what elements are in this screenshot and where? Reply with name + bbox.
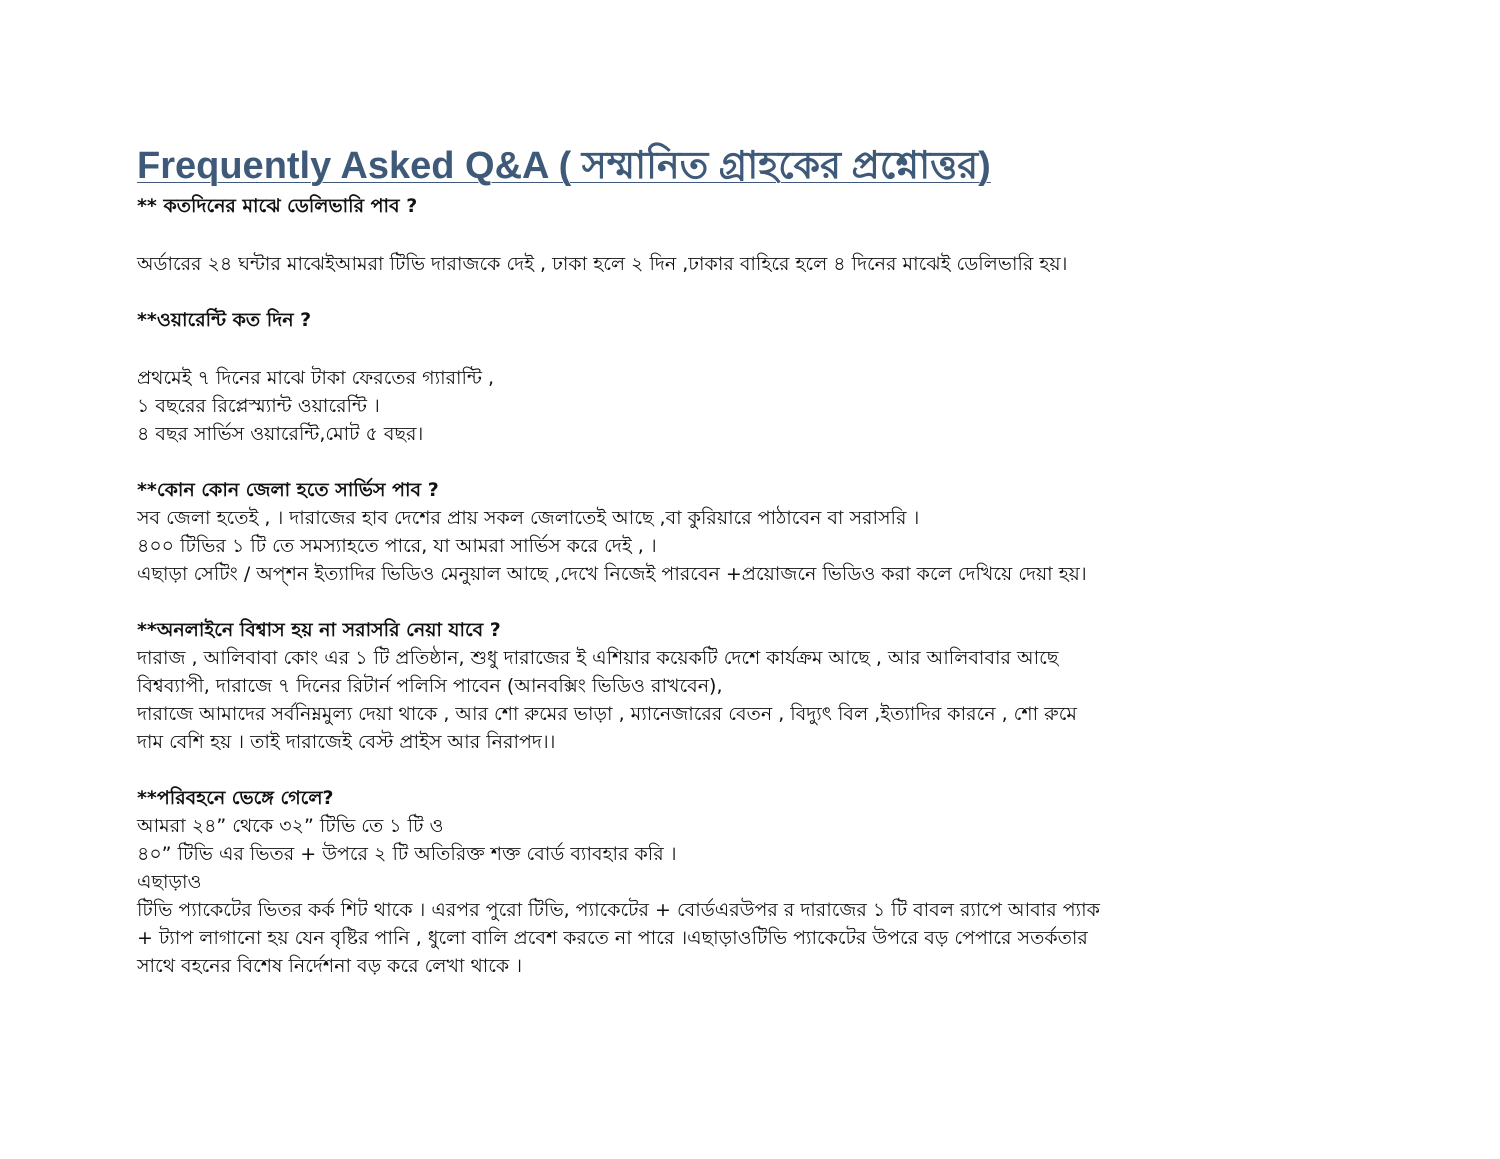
faq-answer-line: সাথে বহনের বিশেষ নির্দেশনা বড় করে লেখা থাকে । [137, 955, 523, 977]
faq-online-trust [137, 616, 1377, 756]
faq-answer-line: দারাজ , আলিবাবা কোং এর ১ টি প্রতিষ্ঠান, শুধু দারাজের ই এশিয়ার কয়েকটি দেশে কার্যক্রম আছে , আর আলিবাবার আছে [137, 647, 1059, 669]
faq-question: **কোন কোন জেলা হতে সার্ভিস পাব ? [137, 479, 439, 501]
faq-question: ** কতদিনের মাঝে ডেলিভারি পাব ? [137, 195, 418, 217]
faq-answer-line: ৪০” টিভি এর ভিতর + উপরে ২ টি অতিরিক্ত শক্ত বোর্ড ব্যাবহার করি । [137, 843, 677, 865]
faq-question: **পরিবহনে ভেঙ্গে গেলে? [137, 787, 334, 809]
faq-answer-line: আমরা ২৪” থেকে ৩২” টিভি তে ১ টি ও [137, 815, 444, 837]
document-page [137, 140, 1377, 980]
faq-answer-line: টিভি প্যাকেটের ভিতর কর্ক শিট থাকে । এরপর পুরো টিভি, প্যাকেটের + বোর্ডএরউপর র দারাজের ১ টি বাবল র‍্যাপে আবার প্যাক [137, 899, 1100, 921]
faq-answer-line: এছাড়াও [137, 871, 202, 893]
page-title: Frequently Asked Q&A ( সম্মানিত গ্রাহকের প্রশ্নোত্তর) [137, 145, 991, 187]
faq-delivery-time [137, 192, 1377, 278]
faq-answer-line: দাম বেশি হয় । তাই দারাজেই বেস্ট প্রাইস আর নিরাপদ।। [137, 731, 556, 753]
faq-answer-line: বিশ্বব্যাপী, দারাজে ৭ দিনের রিটার্ন পলিসি পাবেন (আনবক্সিং ভিডিও রাখবেন), [137, 675, 723, 697]
faq-service-districts [137, 476, 1377, 588]
faq-answer-line: সব জেলা হতেই , । দারাজের হাব দেশের প্রায় সকল জেলাতেই আছে ,বা কুরিয়ারে পাঠাবেন বা সরাসরি । [137, 507, 920, 529]
faq-warranty [137, 306, 1377, 448]
faq-answer-line: এছাড়া সেটিং / অপ্শন ইত্যাদির ভিডিও মেনুয়াল আছে ,দেখে নিজেই পারবেন +প্রয়োজনে ভিডিও করা কলে দেখিয়ে দেয়া হয়। [137, 563, 1087, 585]
faq-question: **অনলাইনে বিশ্বাস হয় না সরাসরি নেয়া যাবে ? [137, 619, 501, 641]
faq-answer-line: প্রথমেই ৭ দিনের মাঝে টাকা ফেরতের গ্যারান্টি , [137, 367, 495, 389]
faq-answer-line: ৪০০ টিভির ১ টি তে সমস্যাহতে পারে, যা আমরা সার্ভিস করে দেই , । [137, 535, 657, 557]
faq-answer-line: ৪ বছর সার্ভিস ওয়ারেন্টি,মোট ৫ বছর। [137, 423, 424, 445]
faq-answer-line: অর্ডারের ২৪ ঘন্টার মাঝেইআমরা টিভি দারাজকে দেই , ঢাকা হলে ২ দিন ,ঢাকার বাহিরে হলে ৪ দিনের মাঝেই ডেলিভারি হয়। [137, 253, 1068, 275]
faq-answer-line: দারাজে আমাদের সর্বনিম্নমুল্য দেয়া থাকে , আর শো রুমের ভাড়া , ম্যানেজারের বেতন , বিদ্যুৎ বিল ,ইত্যাদির কারনে , শো রুমে [137, 703, 1077, 725]
faq-question: **ওয়ারেন্টি কত দিন ? [137, 309, 312, 331]
faq-answer-line: ১ বছরের রিপ্লেস্ম্যান্ট ওয়ারেন্টি । [137, 395, 380, 417]
faq-transport-damage [137, 784, 1377, 980]
faq-answer-line: + ট্যাপ লাগানো হয় যেন বৃষ্টির পানি , ধুলো বালি প্রবেশ করতে না পারে ।এছাড়াওটিভি প্যাকেটের উপরে বড় পেপারে সতর্কতার [137, 927, 1088, 949]
